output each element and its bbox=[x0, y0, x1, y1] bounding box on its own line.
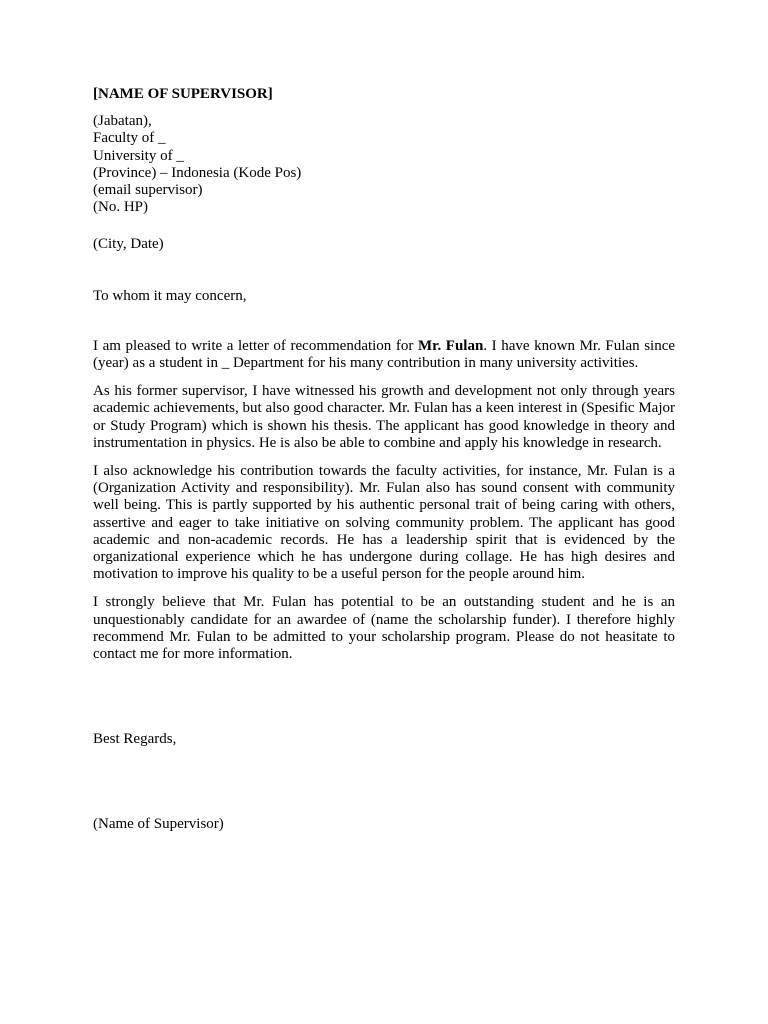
address-block bbox=[93, 113, 675, 216]
signature-name: (Name of Supervisor) bbox=[93, 816, 224, 833]
address-line-province: (Province) – Indonesia (Kode Pos) bbox=[93, 164, 302, 181]
city-date: (City, Date) bbox=[93, 236, 164, 253]
address-line-email: (email supervisor) bbox=[93, 182, 203, 199]
salutation: To whom it may concern, bbox=[93, 287, 247, 304]
paragraph-introduction bbox=[93, 338, 675, 372]
address-line-university: University of _ bbox=[93, 147, 184, 164]
paragraph-recommendation: I strongly believe that Mr. Fulan has potential to be an outstanding student and he is an unquestionably candidate for an awardee of (name the scholarship funder). I therefore highly recommend Mr. Fulan to be admitted to your scholarship program. Please do not heasitate to contact me for more information. bbox=[93, 594, 675, 663]
intro-text-start: I am pleased to write a letter of recommendation for bbox=[93, 337, 418, 354]
address-line-position: (Jabatan), bbox=[93, 113, 152, 130]
closing: Best Regards, bbox=[93, 731, 177, 748]
intro-text-end: . I have known Mr. Fulan since (year) as a student in _ Department for his many contribution in many university activities. bbox=[93, 337, 676, 372]
candidate-name: Mr. Fulan bbox=[418, 337, 484, 354]
supervisor-name-heading: [NAME OF SUPERVISOR] bbox=[93, 86, 273, 102]
address-line-phone: (No. HP) bbox=[93, 199, 148, 216]
paragraph-supervisor: As his former supervisor, I have witnessed his growth and development not only through years academic achievements, but also good character. Mr. Fulan has a keen interest in (Spesific Major or Study Program) which is shown his thesis. The applicant has good knowledge in theory and instrumentation in physics. He is also be able to combine and apply his knowledge in research. bbox=[93, 383, 675, 451]
paragraph-activities: I also acknowledge his contribution towards the faculty activities, for instance, Mr. Fulan is a (Organization Activity and responsibility). Mr. Fulan also has sound consent with community well being. This is partly supported by his authentic personal trait of being caring with others, assertive and eager to take initiative on solving community problem. The applicant has good academic and non-academic records. He has a leadership spirit that is evidenced by the organizational experience which he has undergone during collage. He has high desires and motivation to improve his quality to be a useful person for the people around him. bbox=[93, 463, 675, 583]
address-line-faculty: Faculty of _ bbox=[93, 130, 166, 147]
